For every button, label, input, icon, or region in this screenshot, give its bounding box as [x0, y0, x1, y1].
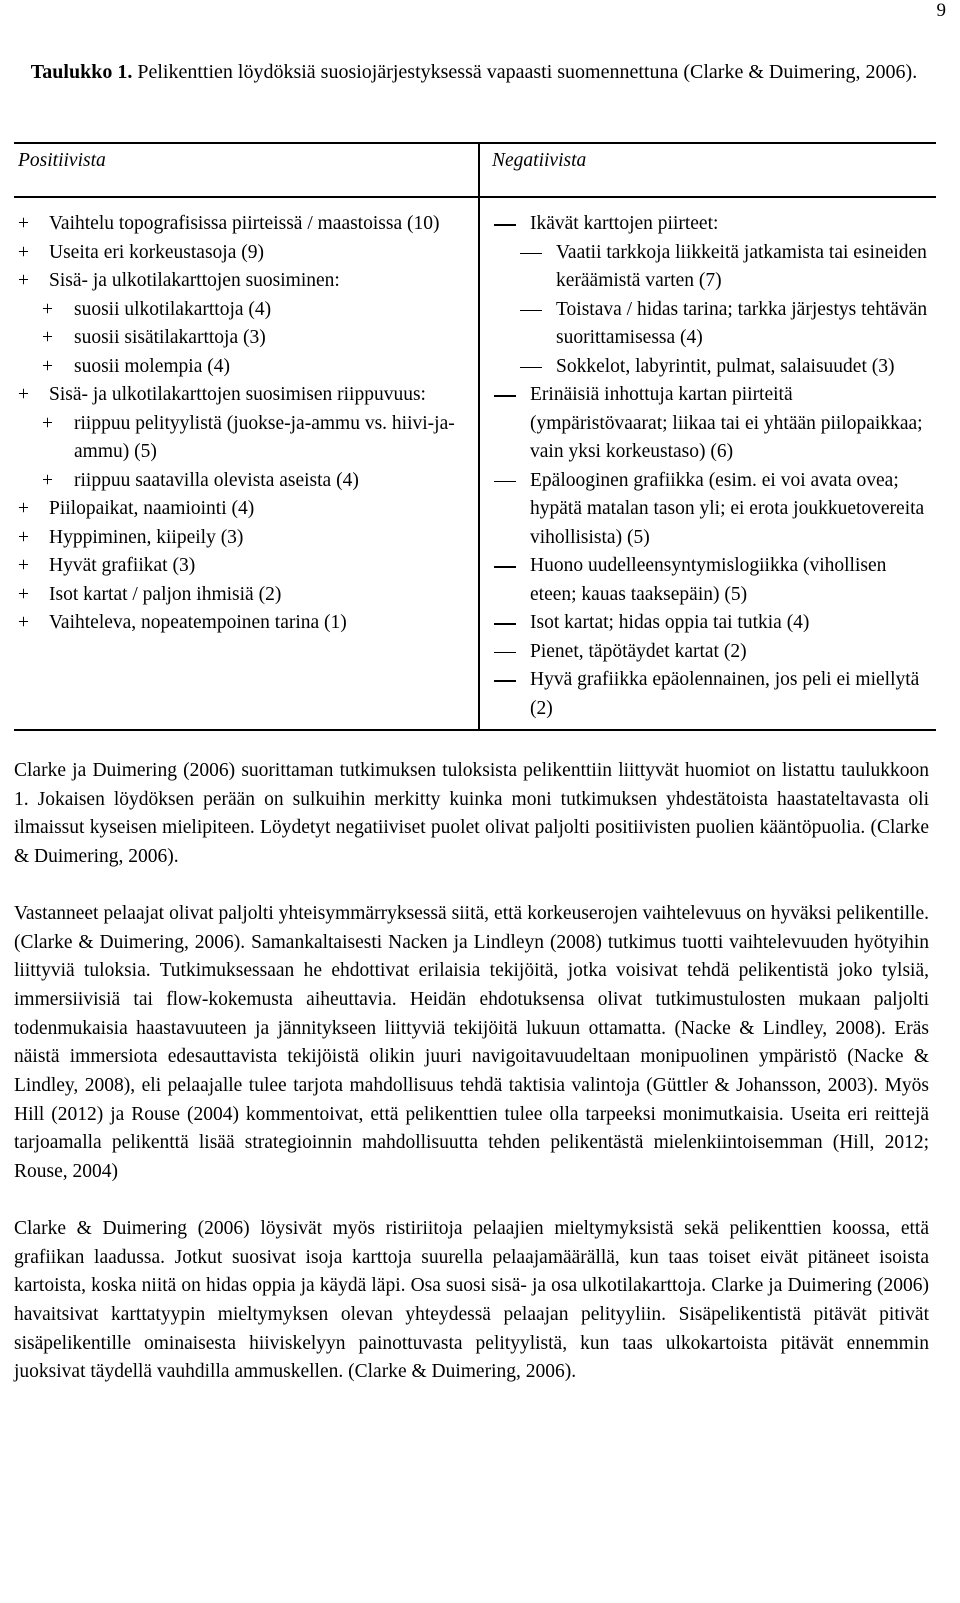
- plus-marker: +: [42, 412, 53, 434]
- body-text: [14, 757, 929, 1415]
- positive-item: [18, 609, 474, 638]
- negative-item-text: Toistava / hidas tarina; tarkka järjestys tehtävän suorittamisessa (4): [556, 298, 928, 348]
- header-positive: Positiivista: [14, 143, 479, 197]
- positive-item: [18, 353, 474, 382]
- positive-item: [18, 239, 474, 268]
- positive-item: [18, 552, 474, 581]
- negative-item-text: Isot kartat; hidas oppia tai tutkia (4): [530, 612, 810, 633]
- positive-item-text: suosii sisätilakarttoja (3): [74, 327, 266, 348]
- plus-marker: +: [42, 355, 53, 377]
- positive-item: [18, 524, 474, 553]
- positive-item-text: Useita eri korkeustasoja (9): [49, 241, 264, 263]
- negative-list: [492, 210, 932, 723]
- findings-table: [14, 142, 936, 731]
- negative-item-text: Hyvä grafiikka epäolennainen, jos peli ei miellytä (2): [530, 669, 920, 719]
- dash-marker: [520, 310, 542, 312]
- paragraph: Clarke & Duimering (2006) löysivät myös ristiriitoja pelaajien mieltymyksistä sekä pelikenttien koossa, että grafiikan laadussa. Jotkut suosivat isoja karttoja suurella pelaajamäärällä, kun taas toiset eivät pitäneet isoista kartoista, koska niitä on hidas oppia ja käydä läpi. Osa suosi sisä- ja osa ulkotilakarttoja. Clarke ja Duimering (2006) havaitsivat karttatyypin mieltymyksen olevan yhteydessä pelaajan pelityyliin. Sisäpelikentistä pitävät pitivät sisäpelikentille ominaisesta hiiviskelyyn painottuvasta pelityylistä, kun taas ulkokartoista pitävät ennemmin juoksivat täydellä vauhdilla ammuskellen. (Clarke & Duimering, 2006).: [14, 1217, 929, 1383]
- positive-list: [18, 210, 474, 638]
- negative-item: [492, 239, 932, 296]
- plus-marker: +: [18, 612, 29, 633]
- positive-item-text: riippuu saatavilla olevista aseista (4): [74, 469, 359, 491]
- positive-item-text: Vaihtelu topografisissa piirteissä / maastoissa (10): [49, 213, 440, 234]
- negative-item-text: Ikävät karttojen piirteet:: [530, 213, 719, 234]
- plus-marker: +: [42, 327, 53, 348]
- dash-marker: [494, 652, 516, 654]
- negative-item-text: Sokkelot, labyrintit, pulmat, salaisuudet (3): [556, 355, 895, 377]
- positive-item: [18, 381, 474, 410]
- negative-item: [492, 210, 932, 239]
- caption-label: Taulukko 1.: [30, 61, 133, 83]
- plus-marker: +: [18, 498, 29, 519]
- dash-marker: [494, 566, 516, 568]
- positive-item-text: Hyppiminen, kiipeily (3): [49, 526, 244, 548]
- positive-item: [18, 210, 474, 239]
- negative-item: [492, 666, 932, 723]
- positive-item: [18, 296, 474, 325]
- dash-marker: [494, 224, 516, 226]
- negative-item: [492, 552, 932, 609]
- negative-item-text: Vaatii tarkkoja liikkeitä jatkamista tai esineiden keräämistä varten (7): [556, 241, 927, 291]
- plus-marker: +: [42, 298, 53, 320]
- negative-item-text: Huono uudelleensyntymislogiikka (vihollisen eteen; kauas taaksepäin) (5): [530, 555, 887, 605]
- dash-marker: [494, 395, 516, 397]
- positive-item-text: Isot kartat / paljon ihmisiä (2): [49, 583, 282, 605]
- dash-marker: [494, 680, 516, 682]
- negative-item-text: Pienet, täpötäydet kartat (2): [530, 640, 747, 662]
- dash-marker: [494, 623, 516, 625]
- positive-item-text: Sisä- ja ulkotilakarttojen suosimisen riippuvuus:: [49, 384, 426, 405]
- plus-marker: +: [42, 469, 53, 491]
- negative-item: [492, 296, 932, 353]
- dash-marker: [520, 367, 542, 369]
- positive-item: [18, 410, 474, 467]
- positive-item-text: Hyvät grafiikat (3): [49, 555, 196, 576]
- negative-item: [492, 381, 932, 467]
- plus-marker: +: [18, 583, 29, 605]
- caption-text: Pelikenttien löydöksiä suosiojärjestyksessä vapaasti suomennettuna (Clarke & Duimering, 2006).: [137, 61, 918, 83]
- negative-item: [492, 467, 932, 553]
- header-negative: Negatiivista: [479, 143, 936, 197]
- negative-column: [479, 197, 936, 730]
- positive-item-text: suosii molempia (4): [74, 355, 230, 377]
- plus-marker: +: [18, 384, 29, 405]
- positive-item-text: Vaihteleva, nopeatempoinen tarina (1): [49, 612, 347, 633]
- negative-item: [492, 609, 932, 638]
- plus-marker: +: [18, 526, 29, 548]
- negative-item: [492, 353, 932, 382]
- negative-item: [492, 638, 932, 667]
- negative-item-text: Epälooginen grafiikka (esim. ei voi avata ovea; hypätä matalan tason yli; ei erota joukkuetovereita vihollisista) (5): [530, 469, 925, 548]
- plus-marker: +: [18, 270, 29, 291]
- positive-item-text: Piilopaikat, naamiointi (4): [49, 498, 255, 519]
- dash-marker: [520, 253, 542, 255]
- positive-item: [18, 581, 474, 610]
- positive-item-text: suosii ulkotilakarttoja (4): [74, 298, 272, 320]
- paragraph: Vastanneet pelaajat olivat paljolti yhteisymmärryksessä siitä, että korkeuserojen vaihtelevuus on hyväksi pelikentille. (Clarke & Duimering, 2006). Samankaltaisesti Nacken ja Lindleyn (2008) tutkimus tuotti vaihtelevuuden hyötyihin liittyviä tuloksia. Tutkimuksessaan he ehdottivat erilaisia tekijöitä, jotka voisivat tehdä pelikentistä joko tylsiä, immersiivisiä tai flow-kokemusta aiheuttavia. Heidän ehdotuksensa olivat tutkimustulosten mukaan paljolti todenmukaisia haastavuuteen ja jännitykseen liittyviä tekijöitä lukuun ottamatta. (Nacke & Lindley, 2008). Eräs näistä immersiota edesauttavista tekijöistä olikin juuri navigoitavuudeltaan monipuolinen ympäristö (Nacke & Lindley, 2008), eli pelaajalle tulee tarjota mahdollisuus tehdä taktisia valintoja (Güttler & Johansson, 2003). Myös Hill (2012) ja Rouse (2004) kommentoivat, että pelikenttien tulee olla tarpeeksi monimutkaisia. Useita eri reittejä tarjoamalla pelikenttä lisää strategioinnin mahdollisuutta tehden pelikentästä mielenkiintoisemman (Hill, 2012; Rouse, 2004): [14, 902, 929, 1183]
- plus-marker: +: [18, 241, 29, 263]
- page-number: 9: [936, 0, 946, 21]
- positive-item-text: riippuu pelityylistä (juokse-ja-ammu vs. hiivi-ja-ammu) (5): [74, 412, 455, 462]
- positive-item: [18, 467, 474, 496]
- plus-marker: +: [18, 555, 29, 576]
- positive-item: [18, 324, 474, 353]
- positive-column: [14, 197, 479, 730]
- paragraph: Clarke ja Duimering (2006) suorittaman tutkimuksen tuloksista pelikenttiin liittyvät huomiot on listattu taulukkoon 1. Jokaisen löydöksen perään on sulkuihin merkitty kuinka moni tutkimuksen yhdestätoista haastateltavasta oli ilmaissut kyseisen mielipiteen. Löydetyt negatiiviset puolet olivat paljolti positiivisten puolien kääntöpuolia. (Clarke & Duimering, 2006).: [14, 760, 929, 868]
- plus-marker: +: [18, 213, 29, 234]
- table-caption: [14, 58, 934, 87]
- dash-marker: [494, 481, 516, 483]
- positive-item: [18, 267, 474, 296]
- negative-item-text: Erinäisiä inhottuja kartan piirteitä (ympäristövaarat; liikaa tai ei yhtään piilopaikkaa; vain yksi korkeustaso) (6): [530, 384, 923, 462]
- positive-item: [18, 495, 474, 524]
- positive-item-text: Sisä- ja ulkotilakarttojen suosiminen:: [49, 270, 340, 291]
